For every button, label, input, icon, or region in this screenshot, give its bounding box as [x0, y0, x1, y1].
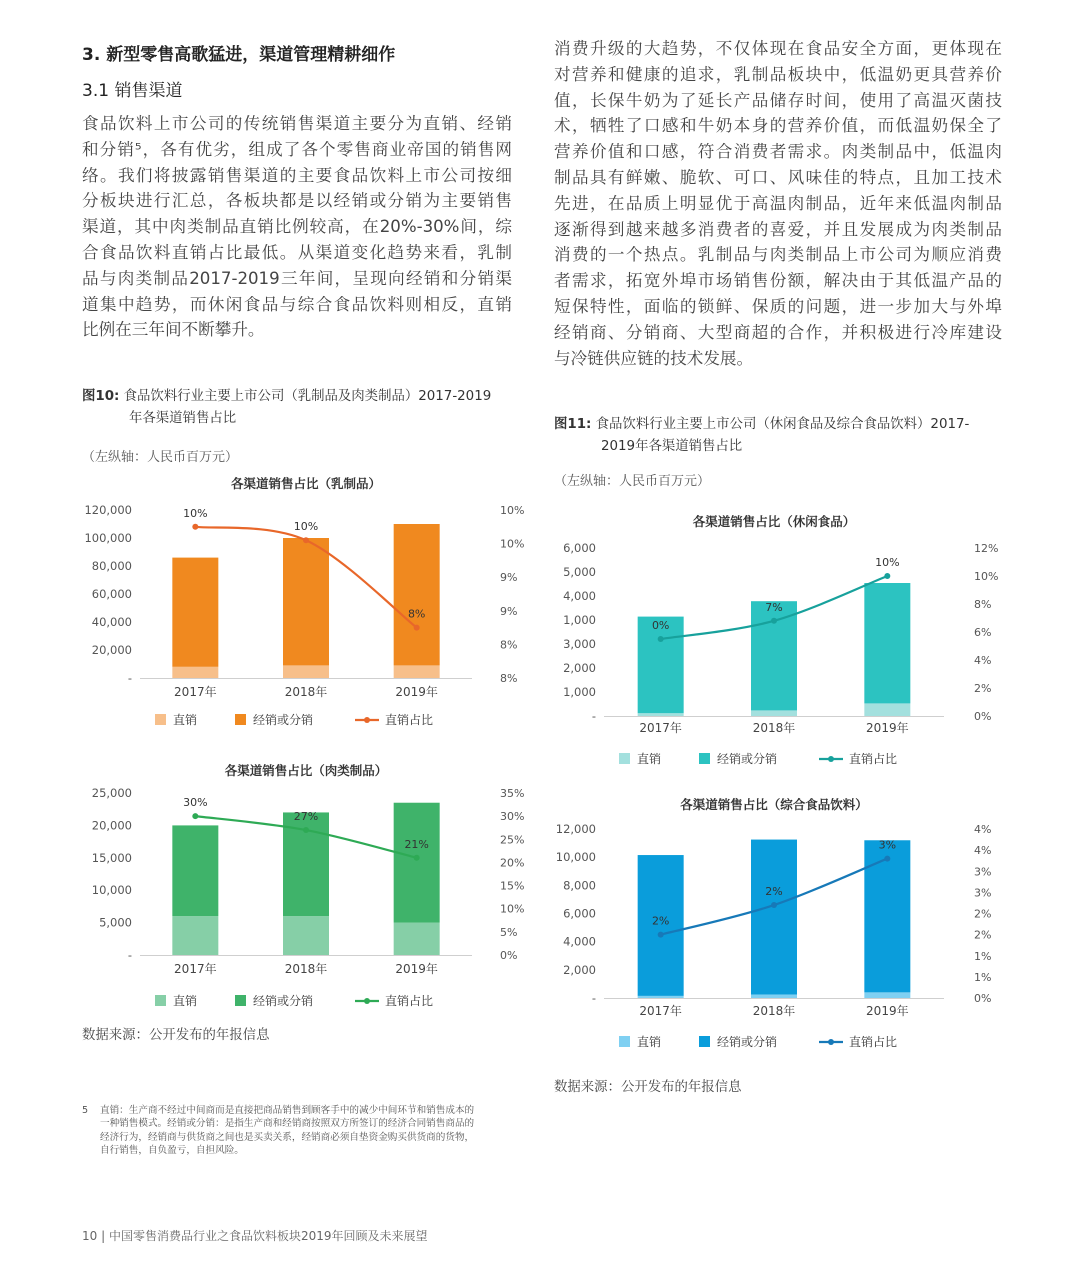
- line-point: [192, 813, 198, 819]
- legend-label-direct: 直销: [173, 713, 198, 727]
- bar-distribution: [751, 601, 797, 710]
- right-tick-label: 10%: [974, 570, 999, 583]
- chart-meat: [72, 755, 532, 1017]
- legend-swatch-direct: [619, 753, 630, 764]
- footnote: [82, 1104, 522, 1158]
- line-point: [771, 902, 777, 908]
- bar-direct: [172, 667, 218, 678]
- x-tick-label: 2018年: [284, 962, 328, 976]
- line-data-label: 0%: [651, 619, 670, 632]
- right-tick-label: 8%: [974, 598, 992, 611]
- left-tick-label: 3,000: [563, 637, 596, 651]
- footnote-number: 5: [82, 1105, 89, 1116]
- figure11-source: 数据来源：公开发布的年报信息: [554, 1080, 742, 1095]
- legend-swatch-ratio-dot: [828, 756, 834, 762]
- paragraph-line: 食品饮料上市公司的传统销售渠道主要分为直销、经销: [82, 114, 512, 133]
- left-tick-label: -: [127, 948, 132, 962]
- left-tick-label: 6,000: [563, 906, 596, 921]
- line-data-label: 21%: [404, 837, 429, 851]
- bar-direct: [283, 665, 329, 678]
- bar-direct: [751, 710, 797, 716]
- figure10-caption: [82, 386, 532, 430]
- x-tick-label: 2019年: [395, 962, 438, 976]
- bar-direct: [864, 992, 910, 998]
- line-data-label: 8%: [407, 607, 426, 621]
- chart-title: 各渠道销售占比（乳制品）: [230, 476, 382, 491]
- legend-label-ratio: 直销占比: [849, 1035, 898, 1049]
- paragraph-line: 者需求，拓宽外埠市场销售份额，解决由于其低温产品的: [554, 271, 1002, 291]
- line-data-label: 2%: [651, 914, 670, 928]
- line-data-label: 27%: [293, 810, 319, 824]
- right-tick-label: 10%: [500, 504, 525, 517]
- bar-distribution: [172, 825, 218, 916]
- right-paragraph: [554, 36, 1002, 371]
- x-tick-label: 2017年: [174, 685, 217, 699]
- right-tick-label: 8%: [500, 638, 518, 652]
- bar-distribution: [751, 840, 797, 995]
- figure10-source: 数据来源：公开发布的年报信息: [82, 1028, 270, 1043]
- left-tick-label: 12,000: [555, 822, 596, 836]
- bar-distribution: [864, 583, 910, 703]
- footnote-line: 自行销售，自负盈亏，自担风险。: [100, 1145, 244, 1157]
- right-tick-label: 2%: [974, 928, 992, 942]
- paragraph-line: 制品具有鲜嫩、脆软、可口、风味佳的特点，且加工技术: [554, 167, 1002, 187]
- legend-label-direct: 直销: [637, 1035, 662, 1049]
- chart-integrated: [544, 793, 1014, 1055]
- left-tick-label: 20,000: [91, 643, 132, 657]
- legend-swatch-ratio-dot: [828, 1039, 834, 1045]
- left-tick-label: 10,000: [555, 850, 596, 865]
- line-point: [658, 636, 664, 642]
- right-tick-label: 0%: [974, 710, 992, 723]
- right-tick-label: 8%: [500, 672, 518, 685]
- legend-label-ratio: 直销占比: [385, 713, 434, 727]
- bar-direct: [283, 916, 329, 955]
- right-tick-label: 4%: [974, 654, 992, 667]
- x-tick-label: 2019年: [866, 721, 909, 735]
- subsection-heading: 3.1 销售渠道: [82, 81, 183, 101]
- right-tick-label: 6%: [974, 626, 992, 639]
- right-tick-label: 1%: [974, 970, 992, 984]
- right-tick-label: 5%: [500, 925, 518, 939]
- right-tick-label: 4%: [974, 844, 992, 858]
- x-tick-label: 2019年: [866, 1004, 909, 1018]
- paragraph-line: 短保特性，面临的锁鲜、保质的问题，进一步加大与外埠: [554, 296, 1002, 316]
- paragraph-line: 营养价值和口感，符合消费者需求。肉类制品中，低温肉: [554, 142, 1002, 162]
- left-tick-label: 20,000: [91, 818, 132, 833]
- figure11-label: 图11:: [554, 417, 592, 432]
- paragraph-line: 先进，在品质上明显优于高温肉制品，近年来低温肉制品: [554, 193, 1002, 213]
- footnote-line: 一种销售模式。经销或分销：是指生产商和经销商按照双方所签订的经济合同销售商品的: [100, 1118, 475, 1130]
- page-footer: 10 | 中国零售消费品行业之食品饮料板块2019年回顾及未来展望: [82, 1229, 428, 1243]
- left-tick-label: 2,000: [563, 962, 596, 977]
- left-tick-label: 5,000: [563, 565, 596, 579]
- line-data-label: 10%: [293, 520, 319, 534]
- legend-swatch-distribution: [699, 753, 710, 764]
- bar-distribution: [172, 558, 218, 667]
- right-tick-label: 3%: [974, 865, 992, 879]
- right-tick-label: 10%: [500, 902, 525, 916]
- left-tick-label: 1,000: [563, 685, 596, 699]
- right-tick-label: 2%: [974, 907, 992, 921]
- right-tick-label: 15%: [500, 879, 525, 893]
- paragraph-line: 与冷链供应链的技术发展。: [554, 348, 754, 368]
- bar-direct: [394, 665, 440, 678]
- line-point: [884, 573, 890, 579]
- left-tick-label: 25,000: [91, 786, 132, 800]
- right-tick-label: 12%: [974, 542, 999, 555]
- left-tick-label: -: [591, 709, 596, 723]
- paragraph-line: 和分销⁵，各有优劣，组成了各个零售商业帝国的销售网: [82, 139, 512, 159]
- left-tick-label: 8,000: [563, 878, 596, 893]
- line-point: [884, 856, 890, 862]
- x-tick-label: 2018年: [284, 685, 328, 699]
- line-point: [414, 855, 420, 861]
- line-data-label: 30%: [183, 796, 208, 810]
- line-data-label: 10%: [183, 506, 208, 520]
- bar-distribution: [283, 538, 329, 665]
- x-tick-label: 2017年: [639, 1004, 682, 1018]
- bar-direct: [638, 713, 684, 716]
- left-tick-label: 40,000: [91, 615, 132, 629]
- x-tick-label: 2018年: [752, 1004, 796, 1018]
- left-paragraph: [82, 111, 512, 343]
- legend-swatch-distribution: [235, 714, 246, 725]
- legend-swatch-ratio-dot: [364, 998, 370, 1004]
- line-point: [414, 625, 420, 631]
- legend-swatch-direct: [155, 714, 166, 725]
- footnote-line: 经济行为，经销商与供货商之间也是买卖关系，经销商必须自垫资金购买供货商的货物，: [100, 1131, 475, 1143]
- figure10-label: 图10:: [82, 389, 120, 404]
- bar-direct: [394, 923, 440, 955]
- line-data-label: 10%: [875, 556, 900, 569]
- paragraph-line: 消费的一个热点。乳制品与肉类制品上市公司为顺应消费: [554, 245, 1002, 265]
- bar-direct: [864, 703, 910, 716]
- legend-label-direct: 直销: [637, 752, 662, 766]
- paragraph-line: 品与肉类制品2017-2019三年间，呈现向经销和分销渠: [82, 268, 512, 288]
- figure10-title-line1: 食品饮料行业主要上市公司（乳制品及肉类制品）2017-2019: [123, 389, 492, 404]
- paragraph-line: 值，长保牛奶为了延长产品储存时间，使用了高温灭菌技: [554, 90, 1002, 110]
- left-tick-label: 4,000: [563, 589, 596, 603]
- legend-swatch-distribution: [699, 1036, 710, 1047]
- legend-swatch-distribution: [235, 995, 246, 1006]
- bar-distribution: [864, 840, 910, 992]
- chart-title: 各渠道销售占比（休闲食品）: [692, 514, 856, 529]
- bar-direct: [638, 996, 684, 998]
- legend-label-distribution: 经销或分销: [253, 994, 314, 1008]
- left-tick-label: -: [127, 671, 132, 685]
- chart-snacks: [544, 510, 1014, 772]
- legend-label-distribution: 经销或分销: [717, 1035, 778, 1049]
- legend-label-ratio: 直销占比: [849, 752, 898, 766]
- paragraph-line: 分板块进行汇总，各板块都是以经销或分销为主要销售: [82, 191, 512, 211]
- footnote-line: 直销：生产商不经过中间商而是直接把商品销售到顾客手中的减少中间环节和销售成本的: [100, 1105, 475, 1116]
- left-tick-label: -: [591, 991, 596, 1005]
- paragraph-line: 比例在三年间不断攀升。: [82, 320, 265, 340]
- bar-distribution: [394, 524, 440, 665]
- paragraph-line: 渠道，其中肉类制品直销比例较高，在20%-30%间，综: [82, 217, 512, 237]
- right-tick-label: 1%: [974, 949, 992, 963]
- paragraph-line: 消费升级的大趋势，不仅体现在食品安全方面，更体现在: [554, 39, 1002, 58]
- right-tick-label: 9%: [500, 604, 518, 618]
- paragraph-line: 逐渐得到越来越多消费者的喜爱，并且发展成为肉类制品: [554, 219, 1002, 239]
- line-point: [658, 932, 664, 938]
- right-tick-label: 0%: [974, 992, 992, 1005]
- paragraph-line: 对营养和健康的追求，乳制品板块中，低温奶更具营养价: [554, 64, 1002, 84]
- line-point: [192, 524, 198, 530]
- bar-direct: [172, 916, 218, 955]
- left-tick-label: 4,000: [563, 934, 596, 949]
- left-tick-label: 10,000: [91, 883, 132, 898]
- figure11-title-line2: 2019年各渠道销售占比: [601, 439, 743, 454]
- right-tick-label: 35%: [500, 787, 525, 800]
- paragraph-line: 术，牺牲了口感和牛奶本身的营养价值，而低温奶保全了: [554, 116, 1002, 136]
- paragraph-line: 道集中趋势，而休闲食品与综合食品饮料则相反，直销: [82, 294, 512, 314]
- line-point: [771, 618, 777, 624]
- legend-swatch-direct: [155, 995, 166, 1006]
- left-tick-label: 5,000: [99, 915, 132, 930]
- figure10-title-line2: 年各渠道销售占比: [129, 411, 237, 426]
- legend-swatch-ratio-dot: [364, 717, 370, 723]
- line-data-label: 2%: [765, 885, 783, 899]
- left-tick-label: 15,000: [91, 850, 132, 865]
- left-tick-label: 80,000: [91, 559, 132, 573]
- x-tick-label: 2017年: [639, 721, 682, 735]
- right-tick-label: 2%: [974, 682, 992, 695]
- right-tick-label: 20%: [500, 856, 525, 870]
- left-tick-label: 120,000: [84, 503, 132, 517]
- figure11-title-line1: 食品饮料行业主要上市公司（休闲食品及综合食品饮料）2017-: [595, 417, 970, 432]
- right-tick-label: 30%: [500, 810, 525, 824]
- x-tick-label: 2019年: [395, 685, 438, 699]
- chart-dairy: [72, 470, 532, 740]
- line-data-label: 3%: [878, 838, 897, 852]
- figure11-caption: [554, 414, 1014, 458]
- right-tick-label: 3%: [974, 886, 992, 900]
- right-tick-label: 10%: [500, 537, 525, 551]
- figure10-unit: （左纵轴：人民币百万元）: [82, 450, 239, 465]
- chart-title: 各渠道销售占比（肉类制品）: [224, 763, 388, 778]
- line-data-label: 7%: [765, 600, 783, 614]
- left-tick-label: 2,000: [563, 661, 596, 675]
- legend-label-ratio: 直销占比: [385, 994, 434, 1008]
- left-tick-label: 100,000: [84, 531, 132, 545]
- right-tick-label: 0%: [500, 949, 518, 962]
- bar-direct: [751, 994, 797, 998]
- legend-label-direct: 直销: [173, 994, 198, 1008]
- figure11-unit: （左纵轴：人民币百万元）: [554, 474, 711, 489]
- paragraph-line: 经销商、分销商、大型商超的合作，并积极进行冷库建设: [554, 322, 1002, 342]
- line-point: [303, 827, 309, 833]
- bar-distribution: [394, 803, 440, 923]
- chart-title: 各渠道销售占比（综合食品饮料）: [680, 797, 868, 812]
- left-tick-label: 6,000: [563, 541, 596, 555]
- legend-label-distribution: 经销或分销: [717, 752, 778, 766]
- legend-swatch-direct: [619, 1036, 630, 1047]
- legend-label-distribution: 经销或分销: [253, 713, 314, 727]
- right-tick-label: 4%: [974, 823, 992, 836]
- left-tick-label: 60,000: [91, 587, 132, 601]
- paragraph-line: 络。我们将披露销售渠道的主要食品饮料上市公司按细: [82, 165, 512, 185]
- right-tick-label: 9%: [500, 571, 518, 585]
- x-tick-label: 2018年: [752, 721, 796, 735]
- line-point: [303, 537, 309, 543]
- section-heading: 3. 新型零售高歌猛进，渠道管理精耕细作: [82, 45, 396, 65]
- x-tick-label: 2017年: [174, 962, 217, 976]
- left-tick-label: 1,000: [563, 613, 596, 627]
- right-tick-label: 25%: [500, 833, 525, 847]
- paragraph-line: 合食品饮料直销占比最低。从渠道变化趋势来看，乳制: [82, 242, 512, 262]
